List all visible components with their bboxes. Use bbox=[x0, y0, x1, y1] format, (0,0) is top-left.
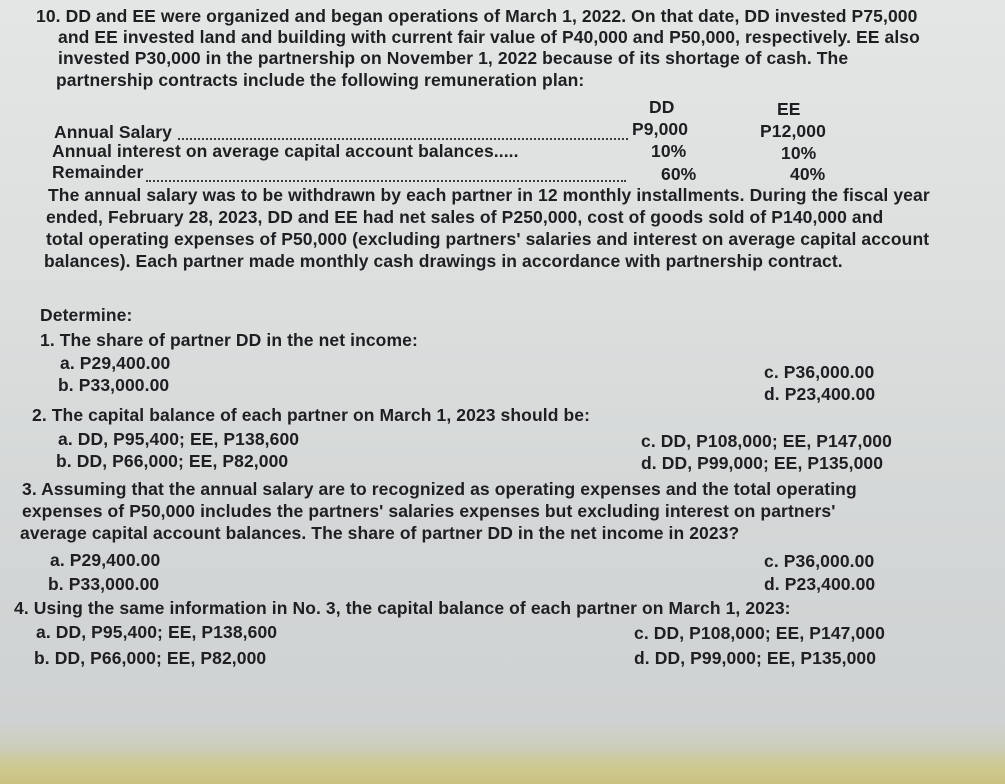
ee-value: 40% bbox=[790, 164, 826, 184]
choice-d: d. P23,400.00 bbox=[764, 384, 876, 404]
dd-value: 60% bbox=[661, 164, 697, 184]
choice-a: a. DD, P95,400; EE, P138,600 bbox=[58, 429, 300, 449]
choice-c: c. DD, P108,000; EE, P147,000 bbox=[641, 431, 892, 451]
intro-line-1: 10. DD and EE were organized and began operations of March 1, 2022. On that date, DD invested P75,000 bbox=[36, 6, 918, 26]
choice-b: b. DD, P66,000; EE, P82,000 bbox=[56, 451, 289, 471]
choice-b: b. DD, P66,000; EE, P82,000 bbox=[34, 648, 267, 668]
choice-d: d. P23,400.00 bbox=[764, 574, 876, 594]
question-stem: 1. The share of partner DD in the net income: bbox=[40, 330, 418, 350]
ee-value: 10% bbox=[781, 143, 817, 163]
question-stem: 4. Using the same information in No. 3, the capital balance of each partner on March 1, 2023: bbox=[14, 598, 791, 618]
ee-value: P12,000 bbox=[760, 121, 826, 141]
intro-line-2: and EE invested land and building with current fair value of P40,000 and P50,000, respectively. EE also bbox=[58, 27, 920, 47]
intro-line-4: partnership contracts include the following remuneration plan: bbox=[56, 70, 585, 90]
question-stem-line-2: expenses of P50,000 includes the partners' salaries expenses but excluding interest on partners' bbox=[22, 501, 836, 521]
row-label: Annual interest on average capital account balances..... bbox=[52, 141, 519, 161]
determine-label: Determine: bbox=[40, 305, 133, 325]
question-stem-line-3: average capital account balances. The share of partner DD in the net income in 2023? bbox=[20, 523, 740, 543]
dotted-leader bbox=[178, 138, 628, 140]
choice-b: b. P33,000.00 bbox=[48, 574, 160, 594]
choice-d: d. DD, P99,000; EE, P135,000 bbox=[641, 453, 884, 473]
question-stem-line-1: 3. Assuming that the annual salary are to recognized as operating expenses and the total operating bbox=[22, 479, 857, 499]
paper-edge-shadow bbox=[0, 748, 1005, 784]
choice-a: a. P29,400.00 bbox=[60, 353, 171, 373]
choice-c: c. P36,000.00 bbox=[764, 551, 875, 571]
choice-a: a. P29,400.00 bbox=[50, 550, 161, 570]
choice-c: c. DD, P108,000; EE, P147,000 bbox=[634, 623, 885, 643]
details-line-1: The annual salary was to be withdrawn by each partner in 12 monthly installments. During the fiscal year bbox=[48, 185, 930, 205]
dd-value: 10% bbox=[651, 141, 687, 161]
row-label: Annual Salary bbox=[54, 122, 173, 142]
choice-c: c. P36,000.00 bbox=[764, 362, 875, 382]
column-header-ee: EE bbox=[777, 99, 801, 119]
details-line-3: total operating expenses of P50,000 (excluding partners' salaries and interest on average capital account bbox=[46, 229, 930, 249]
intro-line-3: invested P30,000 in the partnership on November 1, 2022 because of its shortage of cash. The bbox=[58, 48, 849, 68]
details-line-2: ended, February 28, 2023, DD and EE had net sales of P250,000, cost of goods sold of P140,000 and bbox=[46, 207, 884, 227]
details-line-4: balances). Each partner made monthly cash drawings in accordance with partnership contract. bbox=[44, 251, 843, 271]
column-header-dd: DD bbox=[649, 97, 675, 117]
dotted-leader bbox=[146, 180, 626, 182]
choice-d: d. DD, P99,000; EE, P135,000 bbox=[634, 648, 877, 668]
row-label: Remainder bbox=[52, 162, 144, 182]
question-stem: 2. The capital balance of each partner on March 1, 2023 should be: bbox=[32, 405, 591, 425]
dd-value: P9,000 bbox=[632, 119, 689, 139]
choice-b: b. P33,000.00 bbox=[58, 375, 170, 395]
choice-a: a. DD, P95,400; EE, P138,600 bbox=[36, 622, 278, 642]
